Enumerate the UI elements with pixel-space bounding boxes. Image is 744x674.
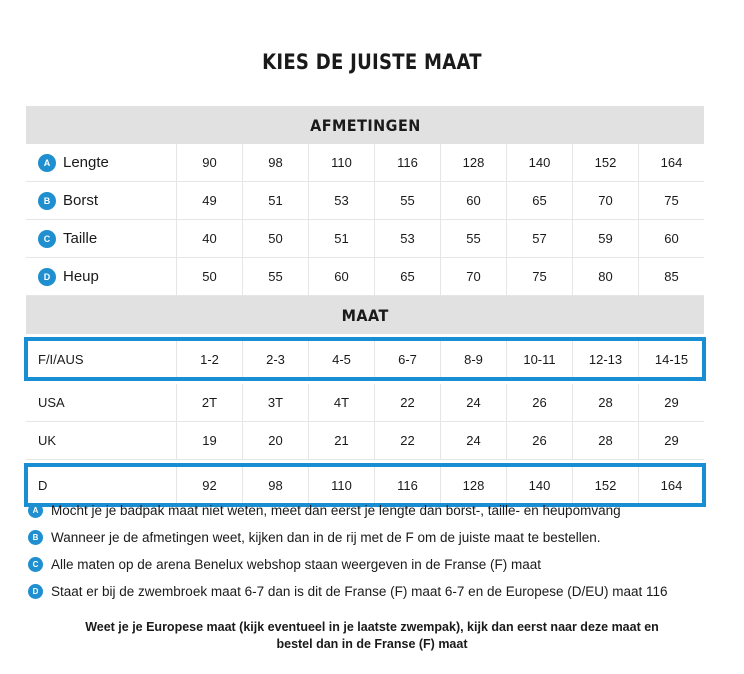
table-cell: 28 xyxy=(572,422,638,459)
table-cell: 55 xyxy=(242,258,308,295)
measurement-row xyxy=(26,258,704,296)
table-cell: 21 xyxy=(308,422,374,459)
table-cell: 3T xyxy=(242,384,308,421)
table-cell: 65 xyxy=(374,258,440,295)
badge-b-icon: B xyxy=(28,530,43,545)
table-cell: 29 xyxy=(638,422,704,459)
page-title: KIES DE JUISTE MAAT xyxy=(262,50,482,74)
table-cell: 26 xyxy=(506,422,572,459)
note-item xyxy=(28,497,728,524)
table-cell: 2-3 xyxy=(242,337,308,381)
footer-note xyxy=(0,619,744,653)
badge-b-icon: B xyxy=(38,192,56,210)
table-cell: 60 xyxy=(308,258,374,295)
section-header-maat xyxy=(26,296,704,334)
badge-c-icon: C xyxy=(28,557,43,572)
table-cell: 2T xyxy=(176,384,242,421)
measurement-row xyxy=(26,182,704,220)
table-cell: 116 xyxy=(374,463,440,507)
table-cell: 70 xyxy=(572,182,638,219)
table-cell: 128 xyxy=(440,463,506,507)
table-cell: 110 xyxy=(308,144,374,181)
table-cell: 75 xyxy=(506,258,572,295)
table-cell: 53 xyxy=(308,182,374,219)
table-cell: 75 xyxy=(638,182,704,219)
table-cell: 20 xyxy=(242,422,308,459)
table-cell: 70 xyxy=(440,258,506,295)
table-cell: 57 xyxy=(506,220,572,257)
table-cell: 22 xyxy=(374,384,440,421)
note-item xyxy=(28,551,728,578)
notes-list xyxy=(28,497,728,605)
row-label: F/I/AUS xyxy=(38,351,84,367)
badge-c-icon: C xyxy=(38,230,56,248)
table-cell: 55 xyxy=(374,182,440,219)
note-item xyxy=(28,578,728,605)
badge-d-icon: D xyxy=(38,268,56,286)
section-header-afmetingen xyxy=(26,106,704,144)
table-cell: 26 xyxy=(506,384,572,421)
table-cell: 53 xyxy=(374,220,440,257)
footer-line: Weet je je Europese maat (kijk eventueel in je laatste zwempak), kijk dan eerst naar deze maat en xyxy=(85,620,659,634)
table-cell: 51 xyxy=(242,182,308,219)
table-cell: 51 xyxy=(308,220,374,257)
row-label-text: Heup xyxy=(63,268,99,285)
table-cell: 60 xyxy=(440,182,506,219)
table-cell: 80 xyxy=(572,258,638,295)
table-cell: 29 xyxy=(638,384,704,421)
table-cell: 128 xyxy=(440,144,506,181)
note-text: Staat er bij de zwembroek maat 6-7 dan is dit de Franse (F) maat 6-7 en de Europese (D/EU) maat 116 xyxy=(51,584,668,599)
row-label: USA xyxy=(38,395,65,410)
table-cell: 19 xyxy=(176,422,242,459)
row-label-text: Taille xyxy=(63,230,98,247)
note-text: Wanneer je de afmetingen weet, kijken dan in de rij met de F om de juiste maat te bestellen. xyxy=(51,530,601,545)
table-cell: 24 xyxy=(440,384,506,421)
table-cell: 8-9 xyxy=(440,337,506,381)
table-cell: 98 xyxy=(242,144,308,181)
note-text: Mocht je je badpak maat niet weten, meet dan eerst je lengte dan borst-, taille- en heupomvang xyxy=(51,503,621,518)
table-cell: 22 xyxy=(374,422,440,459)
table-cell: 164 xyxy=(638,463,704,507)
note-text: Alle maten op de arena Benelux webshop staan weergeven in de Franse (F) maat xyxy=(51,557,542,572)
section-header-label: AFMETINGEN xyxy=(309,115,421,135)
row-label: UK xyxy=(38,433,57,448)
measurement-row xyxy=(26,220,704,258)
table-cell: 14-15 xyxy=(638,337,704,381)
size-chart-table xyxy=(26,106,704,510)
size-row xyxy=(24,337,706,381)
table-cell: 116 xyxy=(374,144,440,181)
row-label-text: Borst xyxy=(63,192,99,209)
table-cell: 10-11 xyxy=(506,337,572,381)
table-cell: 12-13 xyxy=(572,337,638,381)
row-label xyxy=(26,182,176,219)
table-cell: 140 xyxy=(506,463,572,507)
table-cell: 24 xyxy=(440,422,506,459)
badge-a-icon: A xyxy=(38,154,56,172)
badge-d-icon: D xyxy=(28,584,43,599)
note-item xyxy=(28,524,728,551)
table-cell: 59 xyxy=(572,220,638,257)
row-label: D xyxy=(38,477,48,493)
table-cell: 50 xyxy=(176,258,242,295)
measurement-row xyxy=(26,144,704,182)
row-label xyxy=(26,258,176,295)
table-cell: 140 xyxy=(506,144,572,181)
size-rows xyxy=(26,337,704,507)
row-label-text: Lengte xyxy=(63,154,109,171)
table-cell: 65 xyxy=(506,182,572,219)
size-row xyxy=(26,384,704,422)
table-cell: 4-5 xyxy=(308,337,374,381)
table-cell: 55 xyxy=(440,220,506,257)
size-row xyxy=(26,422,704,460)
table-cell: 152 xyxy=(572,144,638,181)
table-cell: 4T xyxy=(308,384,374,421)
table-cell: 50 xyxy=(242,220,308,257)
row-label xyxy=(26,220,176,257)
table-cell: 90 xyxy=(176,144,242,181)
table-cell: 28 xyxy=(572,384,638,421)
table-cell: 85 xyxy=(638,258,704,295)
table-cell: 92 xyxy=(176,463,242,507)
table-cell: 164 xyxy=(638,144,704,181)
table-cell: 49 xyxy=(176,182,242,219)
measurements-rows xyxy=(26,144,704,296)
footer-line: bestel dan in de Franse (F) maat xyxy=(276,637,468,651)
table-cell: 98 xyxy=(242,463,308,507)
badge-a-icon: A xyxy=(28,503,43,518)
table-cell: 60 xyxy=(638,220,704,257)
section-header-label: MAAT xyxy=(341,305,389,325)
table-cell: 40 xyxy=(176,220,242,257)
table-cell: 1-2 xyxy=(176,337,242,381)
table-cell: 6-7 xyxy=(374,337,440,381)
row-label xyxy=(26,144,176,181)
table-cell: 110 xyxy=(308,463,374,507)
table-cell: 152 xyxy=(572,463,638,507)
